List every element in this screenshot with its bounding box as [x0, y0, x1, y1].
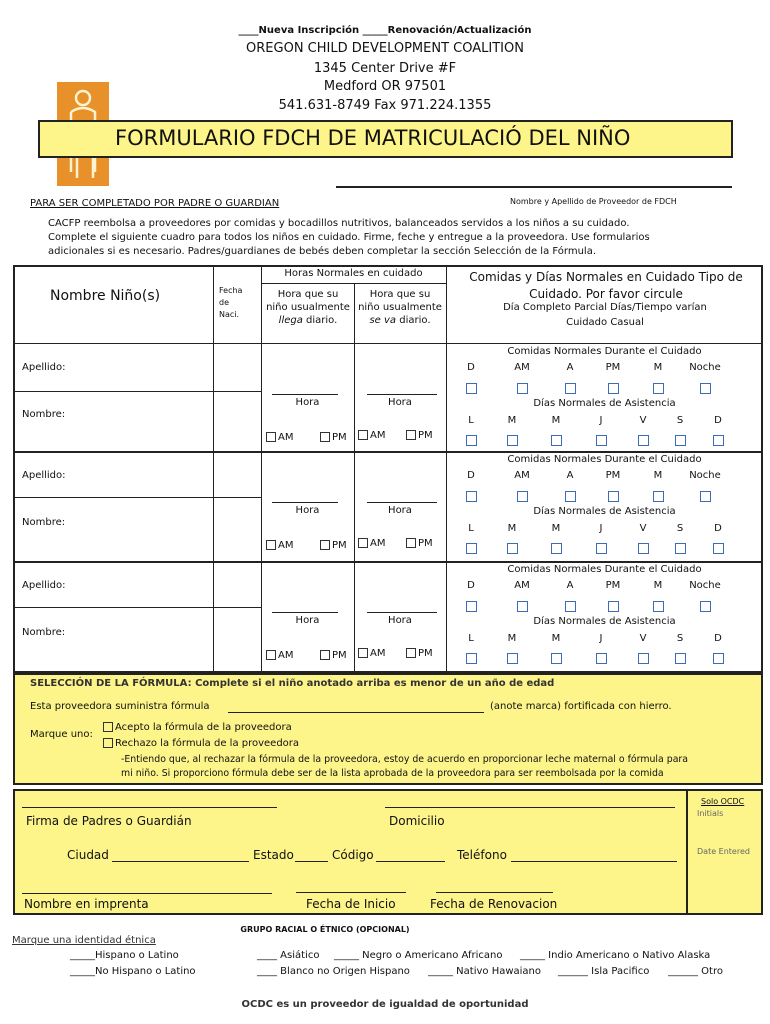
- meal-checkbox[interactable]: [700, 383, 711, 394]
- formula-brand-line[interactable]: [228, 712, 484, 713]
- day-checkbox[interactable]: [713, 435, 724, 446]
- day-label: V: [639, 633, 647, 644]
- date-entered-label: Date Entered: [697, 847, 750, 856]
- ocdc-only-label: Solo OCDC: [701, 797, 745, 806]
- meal-label: A: [566, 362, 574, 373]
- col-dob: Fecha de Naci.: [219, 286, 243, 319]
- arrive-am-option[interactable]: AM: [266, 540, 293, 551]
- day-checkbox[interactable]: [675, 435, 686, 446]
- days-title: Días Normales de Asistencia: [533, 398, 676, 409]
- meal-checkbox[interactable]: [466, 491, 477, 502]
- leave-pm-option[interactable]: PM: [406, 538, 433, 549]
- meal-label: AM: [514, 470, 530, 481]
- city-label: Ciudad: [67, 848, 109, 862]
- day-checkbox[interactable]: [466, 543, 477, 554]
- meal-label: AM: [514, 580, 530, 591]
- leave-pm-option[interactable]: PM: [406, 430, 433, 441]
- am-checkbox[interactable]: [358, 430, 368, 440]
- first-name-label: Nombre:: [22, 627, 66, 638]
- days-title: Días Normales de Asistencia: [533, 506, 676, 517]
- meal-label: PM: [605, 580, 621, 591]
- last-name-label: Apellido:: [22, 470, 66, 481]
- start-date-line[interactable]: [296, 892, 406, 893]
- org-phone-fax: 541.631-8749 Fax 971.224.1355: [278, 98, 492, 113]
- meal-label: Noche: [689, 362, 721, 373]
- day-checkbox[interactable]: [507, 435, 518, 446]
- initials-label: Initials: [697, 809, 724, 818]
- ethnic-title: GRUPO RACIAL O ÉTNICO (OPCIONAL): [240, 925, 410, 934]
- day-checkbox[interactable]: [596, 653, 607, 664]
- care-type-options[interactable]: Día Completo Parcial Días/Tiempo varían: [503, 302, 707, 313]
- option-white[interactable]: ____ Blanco no Origen Hispano: [257, 966, 410, 977]
- arrive-time-field[interactable]: [272, 612, 338, 613]
- day-label: S: [676, 633, 684, 644]
- day-label: M: [507, 415, 517, 426]
- day-checkbox[interactable]: [675, 543, 686, 554]
- pm-checkbox[interactable]: [320, 432, 330, 442]
- arrive-am-option[interactable]: AM: [266, 432, 293, 443]
- org-name: OREGON CHILD DEVELOPMENT COALITION: [246, 41, 524, 56]
- day-label: D: [714, 523, 722, 534]
- meals-title: Comidas Normales Durante el Cuidado: [507, 346, 702, 357]
- hora-label: Hora: [388, 615, 412, 626]
- col-normal-hours: Horas Normales en cuidado: [284, 268, 423, 279]
- state-label: Estado: [253, 848, 294, 862]
- provider-name-label: Nombre y Apellido de Proveedor de FDCH: [510, 197, 677, 206]
- org-address-2: Medford OR 97501: [323, 79, 447, 94]
- day-label: M: [551, 633, 561, 644]
- renew-date-label: Fecha de Renovacion: [430, 897, 558, 911]
- start-date-label: Fecha de Inicio: [306, 897, 396, 911]
- col-child-name: Nombre Niño(s): [50, 288, 161, 304]
- day-checkbox[interactable]: [638, 653, 649, 664]
- first-name-label: Nombre:: [22, 409, 66, 420]
- intro-line-1: CACFP reembolsa a proveedores por comidas y bocadillos nutritivos, balanceados servidos a los niños a su cuidado.: [48, 218, 630, 229]
- option-asian[interactable]: ____ Asiático: [257, 950, 320, 961]
- formula-note-1: -Entiendo que, al rechazar la fórmula de la proveedora, estoy de acuerdo en proporcionar leche maternal o fórmula para: [121, 754, 689, 765]
- meal-checkbox[interactable]: [565, 491, 576, 502]
- meal-label: M: [653, 470, 663, 481]
- hora-label: Hora: [388, 397, 412, 408]
- formula-supplies-tail: (anote marca) fortificada con hierro.: [490, 701, 672, 712]
- am-checkbox[interactable]: [266, 540, 276, 550]
- option-hispanic[interactable]: _____Hispano o Latino: [70, 950, 179, 961]
- am-checkbox[interactable]: [266, 432, 276, 442]
- form-title: FORMULARIO FDCH DE MATRICULACIÓ DEL NIÑO: [115, 126, 631, 150]
- meal-label: PM: [605, 362, 621, 373]
- meal-checkbox[interactable]: [700, 491, 711, 502]
- phone-field[interactable]: [511, 861, 677, 862]
- days-title: Días Normales de Asistencia: [533, 616, 676, 627]
- reject-formula-option[interactable]: Rechazo la fórmula de la proveedora: [103, 738, 299, 749]
- provider-name-line[interactable]: [336, 186, 732, 188]
- col-meals-days: Comidas y Días Normales en Cuidado Tipo de Cuidado. Por favor circule: [469, 270, 743, 301]
- meal-checkbox[interactable]: [517, 383, 528, 394]
- first-name-label: Nombre:: [22, 517, 66, 528]
- day-checkbox[interactable]: [713, 653, 724, 664]
- meal-checkbox[interactable]: [653, 491, 664, 502]
- meal-label: M: [653, 362, 663, 373]
- col-leave-time: Hora que su niño usualmente se va diario.: [358, 289, 442, 326]
- day-label: M: [551, 415, 561, 426]
- city-field[interactable]: [112, 861, 249, 862]
- meal-checkbox[interactable]: [517, 491, 528, 502]
- day-checkbox[interactable]: [596, 435, 607, 446]
- pm-checkbox[interactable]: [406, 430, 416, 440]
- leave-am-option[interactable]: AM: [358, 538, 385, 549]
- option-other[interactable]: ______ Otro: [668, 966, 723, 977]
- meal-label: Noche: [689, 580, 721, 591]
- day-checkbox[interactable]: [551, 435, 562, 446]
- meal-checkbox[interactable]: [608, 491, 619, 502]
- option-pacific[interactable]: ______ Isla Pacifico: [558, 966, 650, 977]
- formula-title: SELECCIÓN DE LA FÓRMULA: Complete si el niño anotado arriba es menor de un año de edad: [30, 678, 555, 689]
- arrive-time-field[interactable]: [272, 502, 338, 503]
- renew-date-line[interactable]: [436, 892, 553, 893]
- day-label: M: [507, 633, 517, 644]
- am-checkbox[interactable]: [358, 648, 368, 658]
- meal-checkbox[interactable]: [608, 383, 619, 394]
- intro-line-2: Complete el siguiente cuadro para todos los niños en cuidado. Firme, feche y entregue a la proveedora. Use formularios: [48, 232, 650, 243]
- hora-label: Hora: [388, 505, 412, 516]
- option-black[interactable]: _____ Negro o Americano Africano: [334, 950, 503, 961]
- hora-label: Hora: [295, 397, 320, 408]
- address-line[interactable]: [385, 807, 675, 808]
- meal-checkbox[interactable]: [565, 383, 576, 394]
- day-checkbox[interactable]: [551, 543, 562, 554]
- phone-label: Teléfono: [457, 848, 507, 862]
- formula-note-2: mi niño. Si proporciono fórmula debe ser de la lista aprobada de la proveedora para ser reembolsada por la comida: [121, 768, 664, 779]
- meal-label: PM: [605, 470, 621, 481]
- day-label: M: [551, 523, 561, 534]
- day-checkbox[interactable]: [507, 543, 518, 554]
- am-checkbox[interactable]: [266, 650, 276, 660]
- day-label: L: [468, 633, 474, 644]
- day-label: J: [599, 633, 603, 644]
- meal-label: D: [467, 470, 475, 481]
- day-checkbox[interactable]: [713, 543, 724, 554]
- ethnic-mark-label: Marque una identidad étnica: [12, 935, 156, 946]
- meal-label: D: [467, 580, 475, 591]
- day-label: D: [714, 415, 722, 426]
- day-checkbox[interactable]: [507, 653, 518, 664]
- day-label: D: [714, 633, 722, 644]
- leave-pm-option[interactable]: PM: [406, 648, 433, 659]
- day-checkbox[interactable]: [551, 653, 562, 664]
- day-label: M: [507, 523, 517, 534]
- arrive-pm-option[interactable]: PM: [320, 650, 347, 661]
- meal-label: A: [566, 580, 574, 591]
- leave-time-field[interactable]: [367, 502, 437, 503]
- pm-checkbox[interactable]: [320, 650, 330, 660]
- day-checkbox[interactable]: [638, 543, 649, 554]
- day-label: V: [639, 523, 647, 534]
- meal-label: A: [566, 470, 574, 481]
- am-checkbox[interactable]: [358, 538, 368, 548]
- footer-equal-opportunity: OCDC es un proveedor de igualdad de oportunidad: [241, 999, 529, 1010]
- meal-checkbox[interactable]: [517, 601, 528, 612]
- meals-title: Comidas Normales Durante el Cuidado: [507, 454, 702, 465]
- day-checkbox[interactable]: [466, 435, 477, 446]
- arrive-pm-option[interactable]: PM: [320, 540, 347, 551]
- arrive-pm-option[interactable]: PM: [320, 432, 347, 443]
- formula-supplies: Esta proveedora suministra fórmula: [30, 701, 210, 712]
- pm-checkbox[interactable]: [406, 538, 416, 548]
- meal-checkbox[interactable]: [608, 601, 619, 612]
- address-label: Domicilio: [389, 814, 445, 828]
- meal-checkbox[interactable]: [653, 383, 664, 394]
- mark-one-label: Marque uno:: [30, 729, 93, 740]
- pm-checkbox[interactable]: [320, 540, 330, 550]
- hora-label: Hora: [295, 615, 320, 626]
- leave-am-option[interactable]: AM: [358, 430, 385, 441]
- leave-am-option[interactable]: AM: [358, 648, 385, 659]
- meals-title: Comidas Normales Durante el Cuidado: [507, 564, 702, 575]
- meal-label: Noche: [689, 470, 721, 481]
- meal-label: D: [467, 362, 475, 373]
- meal-checkbox[interactable]: [700, 601, 711, 612]
- meal-label: M: [653, 580, 663, 591]
- leave-time-field[interactable]: [367, 612, 437, 613]
- arrive-time-field[interactable]: [272, 394, 338, 395]
- signature-line[interactable]: [22, 807, 277, 808]
- day-checkbox[interactable]: [466, 653, 477, 664]
- hora-label: Hora: [295, 505, 320, 516]
- meal-checkbox[interactable]: [565, 601, 576, 612]
- day-label: L: [468, 415, 474, 426]
- completed-by-label: PARA SER COMPLETADO POR PADRE O GUARDIAN: [30, 198, 280, 209]
- meal-label: AM: [514, 362, 530, 373]
- day-checkbox[interactable]: [675, 653, 686, 664]
- day-label: S: [676, 523, 684, 534]
- day-label: J: [599, 523, 603, 534]
- day-label: L: [468, 523, 474, 534]
- accept-checkbox[interactable]: [103, 722, 113, 732]
- accept-formula-option[interactable]: Acepto la fórmula de la proveedora: [103, 722, 292, 733]
- option-hawaiian[interactable]: _____ Nativo Hawaiano: [428, 966, 542, 977]
- option-non-hispanic[interactable]: _____No Hispano o Latino: [70, 966, 196, 977]
- pm-checkbox[interactable]: [406, 648, 416, 658]
- enrollment-type-line[interactable]: ____Nueva Inscripción _____Renovación/Actualización: [238, 25, 532, 36]
- day-label: S: [676, 415, 684, 426]
- col-arrive-time: Hora que su niño usualmente llega diario.: [266, 289, 350, 326]
- reject-checkbox[interactable]: [103, 738, 113, 748]
- last-name-label: Apellido:: [22, 580, 66, 591]
- org-address-1: 1345 Center Drive #F: [313, 61, 457, 76]
- print-name-label: Nombre en imprenta: [24, 897, 149, 911]
- care-type-casual[interactable]: Cuidado Casual: [566, 317, 644, 328]
- meal-checkbox[interactable]: [466, 601, 477, 612]
- zip-label: Código: [332, 848, 374, 862]
- day-checkbox[interactable]: [596, 543, 607, 554]
- intro-line-3: adicionales si es necesario. Padres/guardianes de bebés deben completar la sección Selección de la Fórmula.: [48, 246, 597, 257]
- day-label: J: [599, 415, 603, 426]
- day-label: V: [639, 415, 647, 426]
- meal-checkbox[interactable]: [653, 601, 664, 612]
- meal-checkbox[interactable]: [466, 383, 477, 394]
- day-checkbox[interactable]: [638, 435, 649, 446]
- signature-label: Firma de Padres o Guardián: [26, 814, 192, 828]
- last-name-label: Apellido:: [22, 362, 66, 373]
- state-field[interactable]: [295, 861, 328, 862]
- leave-time-field[interactable]: [367, 394, 437, 395]
- arrive-am-option[interactable]: AM: [266, 650, 293, 661]
- zip-field[interactable]: [376, 861, 445, 862]
- print-name-line[interactable]: [22, 893, 272, 894]
- option-native[interactable]: _____ Indio Americano o Nativo Alaska: [520, 950, 711, 961]
